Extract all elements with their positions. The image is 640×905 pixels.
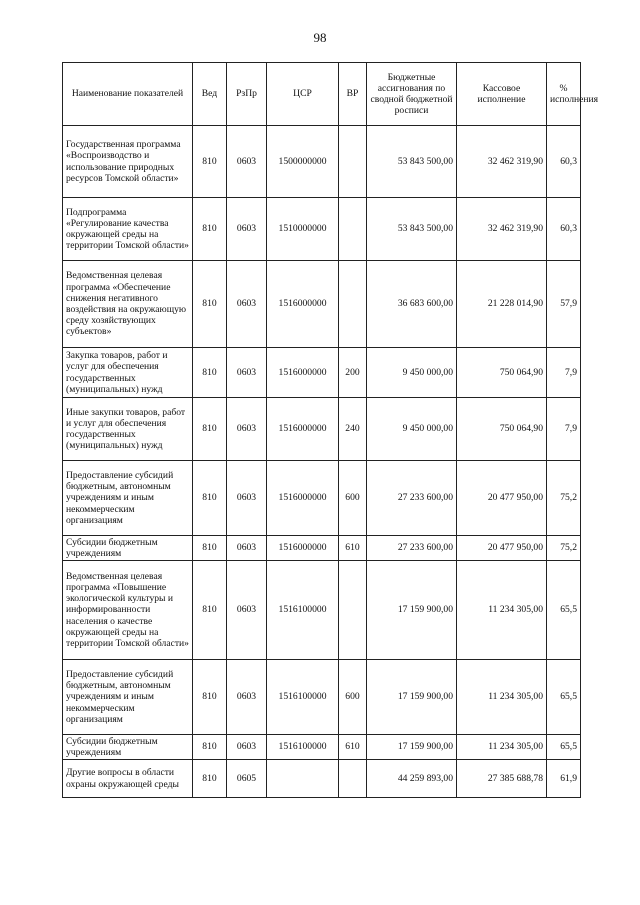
row-assignments: 27 233 600,00 bbox=[367, 536, 457, 561]
row-cash: 32 462 319,90 bbox=[457, 198, 547, 261]
table-row bbox=[63, 760, 581, 798]
row-csr: 1516100000 bbox=[267, 561, 339, 660]
row-cash: 11 234 305,00 bbox=[457, 660, 547, 735]
row-name: Субсидии бюджетным учреждениям bbox=[63, 536, 193, 561]
row-vr: 600 bbox=[339, 660, 367, 735]
row-vr bbox=[339, 760, 367, 798]
row-vr: 610 bbox=[339, 536, 367, 561]
row-vr bbox=[339, 198, 367, 261]
row-ved: 810 bbox=[193, 348, 227, 398]
row-vr: 600 bbox=[339, 461, 367, 536]
row-percent: 61,9 bbox=[547, 760, 581, 798]
row-ved: 810 bbox=[193, 660, 227, 735]
row-percent: 7,9 bbox=[547, 398, 581, 461]
row-rzpr: 0605 bbox=[227, 760, 267, 798]
row-vr bbox=[339, 561, 367, 660]
row-cash: 21 228 014,90 bbox=[457, 261, 547, 348]
table-row bbox=[63, 561, 581, 660]
row-cash: 750 064,90 bbox=[457, 398, 547, 461]
row-ved: 810 bbox=[193, 561, 227, 660]
row-vr: 240 bbox=[339, 398, 367, 461]
table-row bbox=[63, 398, 581, 461]
page-number: 98 bbox=[313, 30, 327, 45]
row-vr bbox=[339, 126, 367, 198]
row-vr: 200 bbox=[339, 348, 367, 398]
row-ved: 810 bbox=[193, 735, 227, 760]
row-ved: 810 bbox=[193, 398, 227, 461]
row-ved: 810 bbox=[193, 760, 227, 798]
row-ved: 810 bbox=[193, 461, 227, 536]
table-row bbox=[63, 348, 581, 398]
row-csr: 1516000000 bbox=[267, 348, 339, 398]
row-cash: 32 462 319,90 bbox=[457, 126, 547, 198]
row-percent: 60,3 bbox=[547, 198, 581, 261]
table-row bbox=[63, 660, 581, 735]
table-row bbox=[63, 261, 581, 348]
header-rzpr: РзПр bbox=[227, 63, 267, 126]
row-ved: 810 bbox=[193, 198, 227, 261]
table-row bbox=[63, 735, 581, 760]
row-csr: 1500000000 bbox=[267, 126, 339, 198]
row-percent: 65,5 bbox=[547, 561, 581, 660]
row-csr: 1516100000 bbox=[267, 735, 339, 760]
row-assignments: 36 683 600,00 bbox=[367, 261, 457, 348]
header-vr: ВР bbox=[339, 63, 367, 126]
row-rzpr: 0603 bbox=[227, 561, 267, 660]
row-assignments: 17 159 900,00 bbox=[367, 735, 457, 760]
row-percent: 65,5 bbox=[547, 660, 581, 735]
row-percent: 75,2 bbox=[547, 536, 581, 561]
row-cash: 20 477 950,00 bbox=[457, 536, 547, 561]
row-cash: 11 234 305,00 bbox=[457, 561, 547, 660]
row-csr: 1516000000 bbox=[267, 536, 339, 561]
row-cash: 27 385 688,78 bbox=[457, 760, 547, 798]
row-rzpr: 0603 bbox=[227, 398, 267, 461]
row-rzpr: 0603 bbox=[227, 126, 267, 198]
row-vr: 610 bbox=[339, 735, 367, 760]
row-percent: 65,5 bbox=[547, 735, 581, 760]
row-name: Ведомственная целевая программа «Повышение экологической культуры и информированности населения о качестве окружающей среды на территории Томской области» bbox=[63, 561, 193, 660]
row-ved: 810 bbox=[193, 536, 227, 561]
row-rzpr: 0603 bbox=[227, 348, 267, 398]
row-assignments: 17 159 900,00 bbox=[367, 660, 457, 735]
row-assignments: 44 259 893,00 bbox=[367, 760, 457, 798]
row-rzpr: 0603 bbox=[227, 536, 267, 561]
header-assignments: Бюджетные ассигнования по сводной бюджетной росписи bbox=[367, 63, 457, 126]
row-ved: 810 bbox=[193, 261, 227, 348]
row-assignments: 53 843 500,00 bbox=[367, 126, 457, 198]
table-row bbox=[63, 198, 581, 261]
row-rzpr: 0603 bbox=[227, 198, 267, 261]
row-percent: 75,2 bbox=[547, 461, 581, 536]
row-percent: 7,9 bbox=[547, 348, 581, 398]
row-vr bbox=[339, 261, 367, 348]
row-name: Предоставление субсидий бюджетным, автономным учреждениям и иным некоммерческим организациям bbox=[63, 660, 193, 735]
row-cash: 750 064,90 bbox=[457, 348, 547, 398]
row-name: Предоставление субсидий бюджетным, автономным учреждениям и иным некоммерческим организациям bbox=[63, 461, 193, 536]
table-row bbox=[63, 461, 581, 536]
row-name: Ведомственная целевая программа «Обеспечение снижения негативного воздействия на окружающую среду хозяйствующих субъектов» bbox=[63, 261, 193, 348]
row-name: Закупка товаров, работ и услуг для обеспечения государственных (муниципальных) нужд bbox=[63, 348, 193, 398]
row-assignments: 9 450 000,00 bbox=[367, 348, 457, 398]
table-header-row bbox=[63, 63, 581, 126]
row-rzpr: 0603 bbox=[227, 735, 267, 760]
row-csr bbox=[267, 760, 339, 798]
row-assignments: 27 233 600,00 bbox=[367, 461, 457, 536]
row-percent: 60,3 bbox=[547, 126, 581, 198]
row-csr: 1510000000 bbox=[267, 198, 339, 261]
row-ved: 810 bbox=[193, 126, 227, 198]
row-cash: 20 477 950,00 bbox=[457, 461, 547, 536]
row-csr: 1516100000 bbox=[267, 660, 339, 735]
table-row bbox=[63, 536, 581, 561]
row-cash: 11 234 305,00 bbox=[457, 735, 547, 760]
row-name: Подпрограмма «Регулирование качества окружающей среды на территории Томской области» bbox=[63, 198, 193, 261]
row-csr: 1516000000 bbox=[267, 261, 339, 348]
row-rzpr: 0603 bbox=[227, 261, 267, 348]
header-percent: % исполнения bbox=[547, 63, 581, 126]
header-ved: Вед bbox=[193, 63, 227, 126]
row-percent: 57,9 bbox=[547, 261, 581, 348]
header-name: Наименование показателей bbox=[63, 63, 193, 126]
row-name: Другие вопросы в области охраны окружающей среды bbox=[63, 760, 193, 798]
header-cash: Кассовое исполнение bbox=[457, 63, 547, 126]
row-rzpr: 0603 bbox=[227, 660, 267, 735]
row-name: Субсидии бюджетным учреждениям bbox=[63, 735, 193, 760]
row-name: Иные закупки товаров, работ и услуг для обеспечения государственных (муниципальных) нужд bbox=[63, 398, 193, 461]
row-rzpr: 0603 bbox=[227, 461, 267, 536]
budget-execution-table bbox=[62, 62, 599, 798]
row-name: Государственная программа «Воспроизводство и использование природных ресурсов Томской области» bbox=[63, 126, 193, 198]
row-assignments: 17 159 900,00 bbox=[367, 561, 457, 660]
row-csr: 1516000000 bbox=[267, 461, 339, 536]
row-assignments: 9 450 000,00 bbox=[367, 398, 457, 461]
row-assignments: 53 843 500,00 bbox=[367, 198, 457, 261]
header-csr: ЦСР bbox=[267, 63, 339, 126]
row-csr: 1516000000 bbox=[267, 398, 339, 461]
table-row bbox=[63, 126, 581, 198]
